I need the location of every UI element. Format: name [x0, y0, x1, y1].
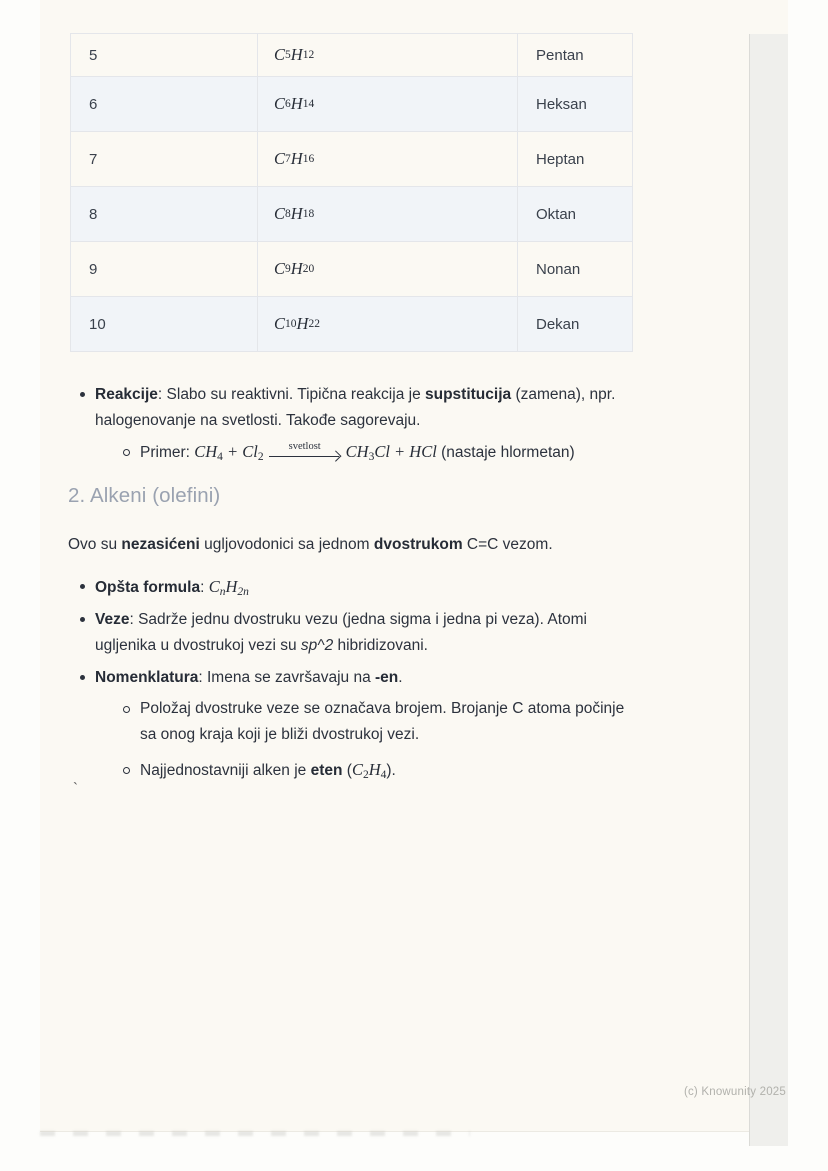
- table-cell: C 5 H 12: [258, 34, 518, 76]
- alkeni-intro-paragraph: Ovo su nezasićeni ugljovodonici sa jednom dvostrukom C=C vezom.: [68, 536, 553, 553]
- scrollbar-track[interactable]: [749, 34, 788, 1146]
- next-page-edge: [40, 1131, 470, 1136]
- table-row: [71, 34, 632, 77]
- table-row: [71, 132, 632, 187]
- table-cell: Heptan: [536, 150, 585, 168]
- text-line: Nomenklatura: Imena se završavaju na -en.: [95, 669, 403, 686]
- section-heading-alkeni: 2. Alkeni (olefini): [68, 484, 221, 507]
- reaction-arrow-icon: [269, 440, 341, 461]
- list-item: [68, 607, 668, 659]
- table-cell: 7: [71, 132, 258, 186]
- table-cell: 9: [71, 242, 258, 296]
- table-cell: 8: [71, 187, 258, 241]
- list-item: [68, 696, 668, 748]
- alkane-table: [70, 33, 633, 352]
- text-line: Najjednostavniji alken je eten $(C_2H_4)$.: [140, 760, 396, 781]
- table-cell: Dekan: [536, 315, 580, 333]
- text-line: ugljenika u dvostrukoj vezi su sp^2 hibridizovani.: [95, 637, 428, 654]
- table-cell: 6: [71, 77, 258, 131]
- page-content: [68, 0, 668, 793]
- list-item: [68, 439, 668, 466]
- arrow-condition-label: svetlost: [288, 440, 321, 452]
- text-line: Položaj dvostruke veze se označava brojem. Brojanje C atoma počinje: [140, 700, 625, 717]
- list-item: [68, 574, 668, 601]
- table-cell: C 9 H 20: [258, 242, 518, 296]
- sub-list: [68, 696, 668, 784]
- text-line: Reakcije: Slabo su reaktivni. Tipična reakcija je supstitucija (zamena), npr.: [95, 386, 616, 403]
- table-cell: Pentan: [536, 46, 584, 64]
- table-cell: 5: [71, 34, 258, 76]
- text-line: Primer: $CH_4 + Cl_2$ svetlost $CH_3Cl$ + HCl (nastaje hlormetan): [140, 440, 575, 463]
- table-cell: C 10 H 22: [258, 297, 518, 351]
- table-row: [71, 242, 632, 297]
- table-cell: 10: [71, 297, 258, 351]
- table-cell: C 6 H 14: [258, 77, 518, 131]
- table-cell: C 8 H 18: [258, 187, 518, 241]
- table-cell: Heksan: [536, 95, 587, 113]
- table-cell: Oktan: [536, 205, 577, 223]
- text-line: Veze: Sadrže jednu dvostruku vezu (jedna sigma i jedna pi veza). Atomi: [95, 611, 587, 628]
- watermark-text: (c) Knowunity 2025: [683, 1086, 786, 1098]
- table-row: [71, 187, 632, 242]
- stray-character: `: [73, 780, 78, 797]
- list-item: [68, 382, 668, 466]
- sub-list: [68, 439, 668, 466]
- list-item: [68, 757, 668, 784]
- table-row: [71, 77, 632, 132]
- text-line: halogenovanje na svetlosti. Takođe sagorevaju.: [95, 412, 421, 429]
- document-page: [40, 0, 788, 1132]
- table-cell: Nonan: [536, 260, 581, 278]
- table-row: [71, 297, 632, 352]
- table-cell: C 7 H 16: [258, 132, 518, 186]
- text-line: Opšta formula: $C_nH_{2n}$: [95, 577, 249, 598]
- alkeni-properties-list: [68, 574, 668, 784]
- alkane-properties-list: [68, 382, 668, 466]
- list-item: [68, 665, 668, 784]
- text-line: sa onog kraja koji je bliži dvostrukoj vezi.: [140, 726, 420, 743]
